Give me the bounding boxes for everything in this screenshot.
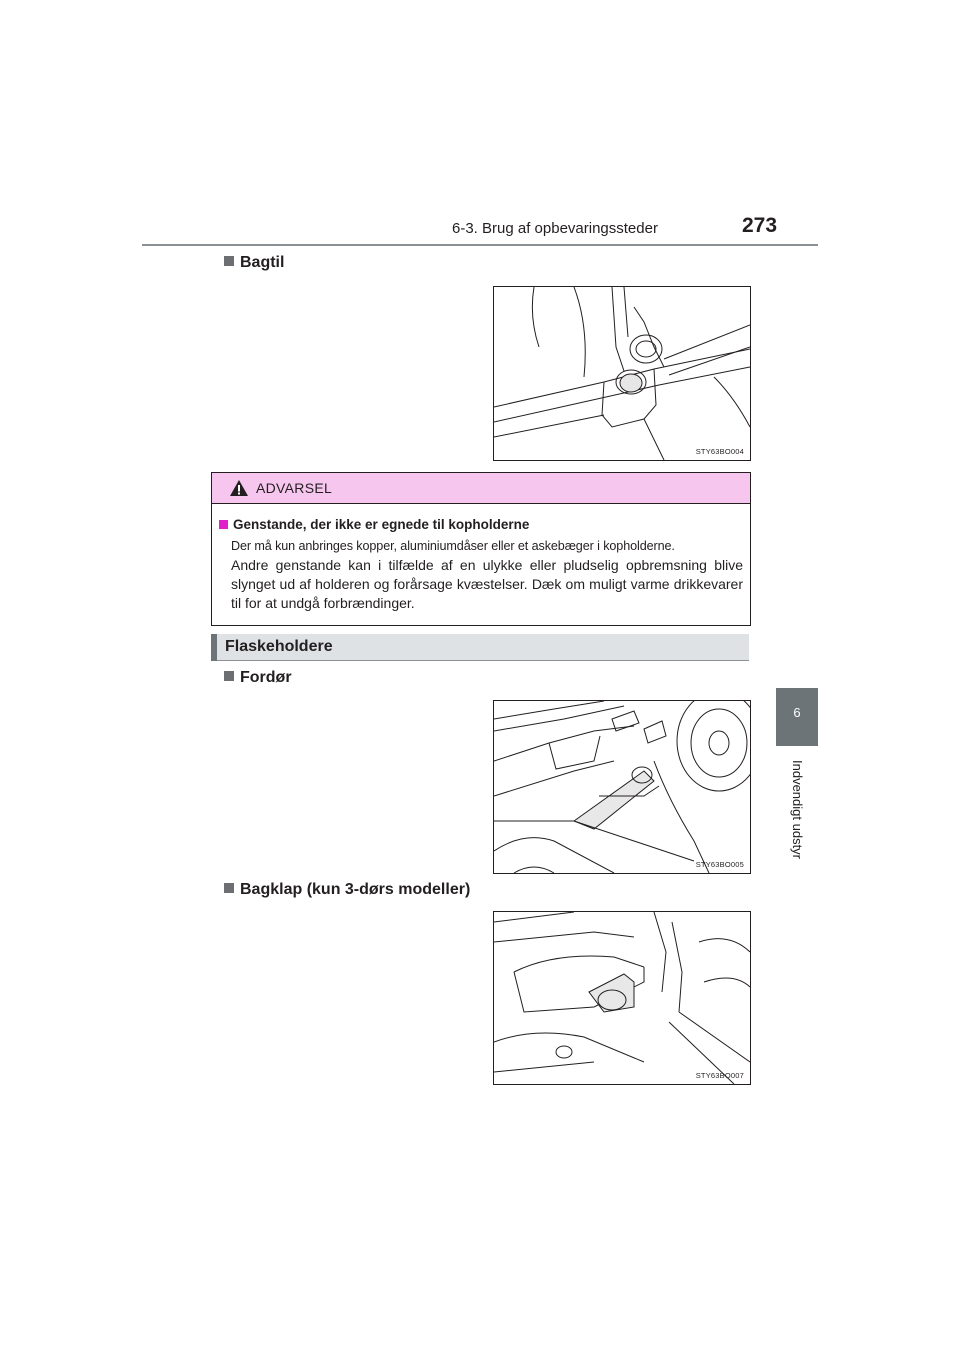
section-bar-flaskeholdere: [211, 634, 749, 661]
front-door-drawing: [494, 701, 750, 873]
page-number: 273: [742, 214, 778, 237]
heading-square-icon: [224, 883, 234, 893]
heading-fordor: Fordør: [224, 669, 292, 687]
warning-text: [231, 537, 743, 613]
warning-subheading: Genstande, der ikke er egnede til kopholderne: [219, 517, 529, 532]
chapter-tab-label: Indvendigt udstyr: [790, 760, 805, 860]
chapter-title: 6-3. Brug af opbevaringssteder: [452, 220, 658, 237]
warning-square-icon: [219, 520, 228, 529]
warning-box: [211, 472, 751, 626]
illustration-rear-cupholder: [493, 286, 751, 461]
warning-header: [212, 473, 750, 504]
heading-bagtil: Bagtil: [224, 254, 284, 272]
warning-text-line1: Der må kun anbringes kopper, aluminiumdåser eller et askebæger i kopholderne.: [231, 539, 675, 553]
warning-title: ADVARSEL: [256, 480, 333, 496]
illustration-front-door: [493, 700, 751, 874]
header-rule: [142, 244, 818, 246]
section-title: Flaskeholdere: [225, 638, 333, 655]
image-code: STY63BO005: [695, 860, 744, 869]
heading-square-icon: [224, 671, 234, 681]
rear-cupholder-drawing: [494, 287, 750, 460]
illustration-rear-hatch: [493, 911, 751, 1085]
heading-square-icon: [224, 256, 234, 266]
warning-triangle-icon: [229, 479, 249, 497]
chapter-tab-number: 6: [793, 705, 801, 720]
image-code: STY63BO007: [695, 1071, 744, 1080]
rear-hatch-drawing: [494, 912, 750, 1084]
heading-bagklap: Bagklap (kun 3-dørs modeller): [224, 881, 470, 899]
warning-text-body: Andre genstande kan i tilfælde af en ulykke eller pludselig opbremsning blive slynget ud af holderen og forårsage kvæstelser. Dæk om muligt varme drikkevarer til for at undgå forbrændinger.: [231, 557, 743, 611]
image-code: STY63BO004: [695, 447, 744, 456]
section-bar-accent: [211, 634, 217, 661]
